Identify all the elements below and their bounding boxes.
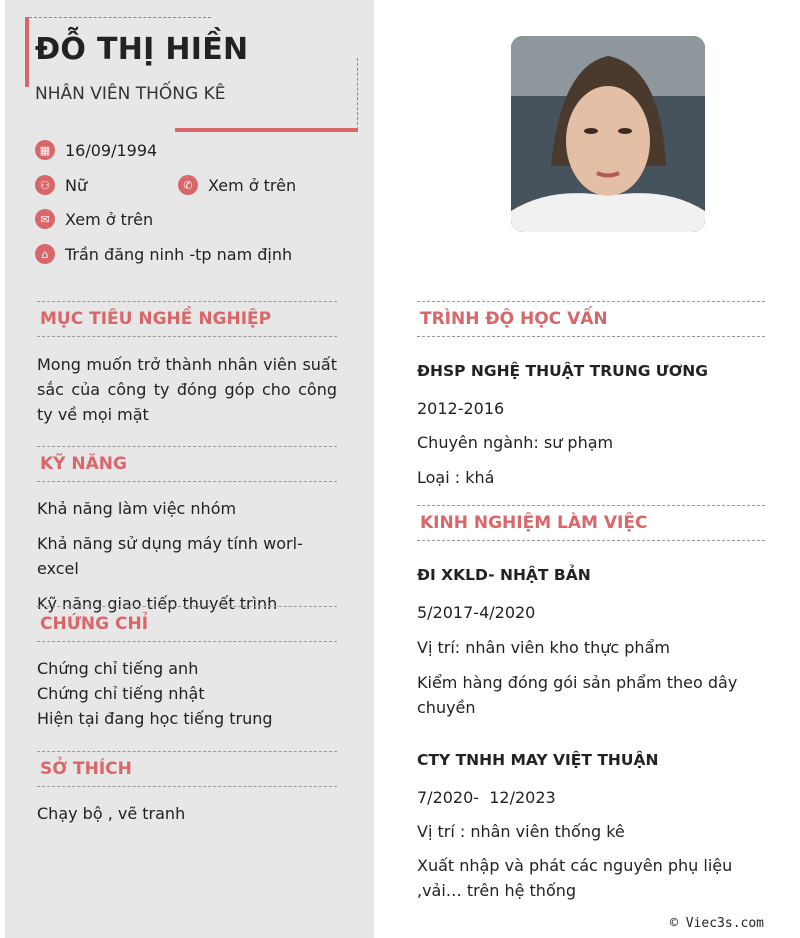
calendar-icon: ▦ <box>35 140 55 160</box>
education-section <box>417 301 765 490</box>
company-name: CTY TNHH MAY VIỆT THUẬN <box>417 751 659 769</box>
home-icon: ⌂ <box>35 244 55 264</box>
address: Trần đăng ninh -tp nam định <box>65 244 293 264</box>
job-period: 7/2020- 12/2023 <box>417 788 556 807</box>
birthday: 16/09/1994 <box>65 140 158 160</box>
hobbies-text: Chạy bộ , vẽ tranh <box>37 804 186 823</box>
gender-icon: ⚇ <box>35 175 55 195</box>
section-heading: CHỨNG CHỈ <box>37 606 337 642</box>
job-period: 5/2017-4/2020 <box>417 603 536 622</box>
email-row <box>35 209 153 229</box>
objective-section <box>37 301 337 427</box>
candidate-name: ĐỖ THỊ HIỀN <box>35 32 249 67</box>
section-heading: TRÌNH ĐỘ HỌC VẤN <box>417 301 765 337</box>
company-name: ĐI XKLD- NHẬT BẢN <box>417 566 591 584</box>
list-item: Kỹ năng giao tiếp thuyết trình <box>37 594 278 613</box>
list-item: Chứng chỉ tiếng nhật <box>37 684 205 703</box>
job-description: Kiểm hàng đóng gói sản phẩm theo dây chuyền <box>417 673 738 717</box>
birthday-row <box>35 140 157 160</box>
section-heading: SỞ THÍCH <box>37 751 337 787</box>
footer-credit: © Viec3s.com <box>670 916 764 931</box>
divider <box>29 17 211 18</box>
objective-text: Mong muốn trở thành nhân viên suất sắc của công ty đóng góp cho công ty về mọi mặt <box>37 355 337 424</box>
education-major: Chuyên ngành: sư phạm <box>417 433 614 452</box>
accent-bar <box>175 128 358 132</box>
education-period: 2012-2016 <box>417 399 505 418</box>
envelope-icon: ✉ <box>35 209 55 229</box>
profile-photo <box>511 36 705 232</box>
experience-section <box>417 505 765 903</box>
education-grade: Loại : khá <box>417 468 495 487</box>
skills-section <box>37 446 337 616</box>
job-role: Vị trí : nhân viên thống kê <box>417 822 625 841</box>
section-heading: KỸ NĂNG <box>37 446 337 482</box>
candidate-position: NHÂN VIÊN THỐNG KÊ <box>35 84 226 104</box>
certificates-section <box>37 606 337 731</box>
school-name: ĐHSP NGHỆ THUẬT TRUNG ƯƠNG <box>417 362 708 380</box>
accent-bar <box>25 17 29 87</box>
gender: Nữ <box>65 175 88 195</box>
job-role: Vị trí: nhân viên kho thực phẩm <box>417 638 670 657</box>
section-heading: KINH NGHIỆM LÀM VIỆC <box>417 505 765 541</box>
phone-icon: ✆ <box>178 175 198 195</box>
list-item: Hiện tại đang học tiếng trung <box>37 709 273 728</box>
list-item: Chứng chỉ tiếng anh <box>37 659 199 678</box>
list-item: Khả năng sử dụng máy tính worl- excel <box>37 534 303 578</box>
address-row <box>35 244 292 264</box>
email: Xem ở trên <box>65 209 154 229</box>
gender-row <box>35 175 87 195</box>
job-description: Xuất nhập và phát các nguyên phụ liệu ,vải… trên hệ thống <box>417 856 733 900</box>
list-item: Khả năng làm việc nhóm <box>37 499 237 518</box>
hobbies-section <box>37 751 337 826</box>
phone-row <box>178 175 296 195</box>
divider <box>357 58 358 130</box>
section-heading: MỤC TIÊU NGHỀ NGHIỆP <box>37 301 337 337</box>
phone: Xem ở trên <box>208 175 297 195</box>
